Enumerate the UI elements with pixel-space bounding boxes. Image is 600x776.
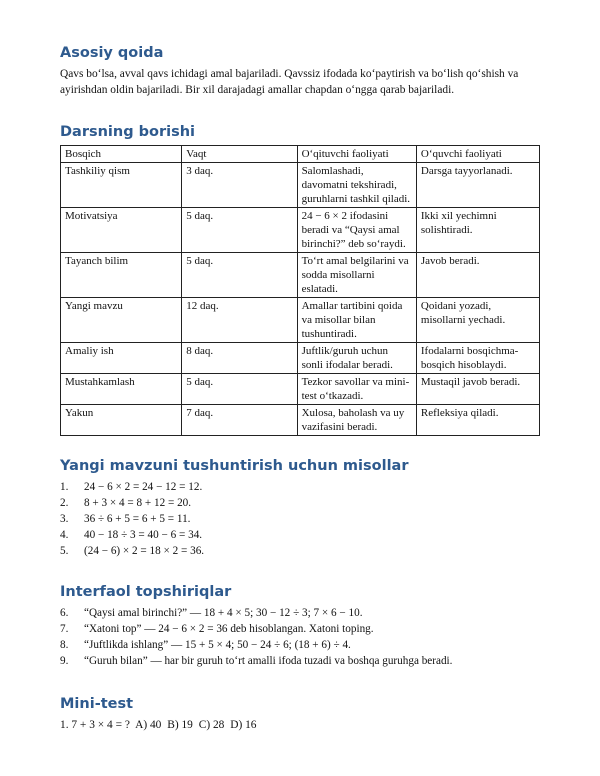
item-number: 3.: [60, 513, 69, 525]
item-text: (24 − 6) × 2 = 18 × 2 = 36.: [84, 545, 205, 557]
table-cell: 5 daq.: [182, 374, 297, 405]
rule-heading: Asosiy qoida: [60, 45, 164, 61]
table-row: [61, 343, 540, 374]
table-cell: Tayanch bilim: [61, 253, 182, 298]
table-cell: Yangi mavzu: [61, 298, 182, 343]
table-cell: Ikki xil yechimni solishtiradi.: [416, 208, 539, 253]
answer-option: B) 19: [167, 719, 193, 731]
minitest-heading: Mini-test: [60, 696, 134, 712]
item-number: 5.: [60, 545, 69, 557]
item-number: 8.: [60, 639, 69, 651]
answer-option: D) 16: [230, 719, 257, 731]
table-cell: Motivatsiya: [61, 208, 182, 253]
table-cell: Qoidani yozadi, misollarni yechadi.: [416, 298, 539, 343]
item-number: 9.: [60, 655, 69, 667]
examples-section: [60, 457, 540, 559]
item-number: 2.: [60, 497, 69, 509]
rule-text: Qavs bo‘lsa, avval qavs ichidagi amal bajariladi. Qavssiz ifodada ko‘paytirish va bo‘lish qo‘shish va ayirishdan oldin bajariladi. Bir xil darajadagi amallar chapdan o‘ngga qarab bajariladi.: [60, 68, 519, 96]
item-number: 4.: [60, 529, 69, 541]
lesson-heading: Darsning borishi: [60, 124, 196, 140]
list-item: [60, 605, 540, 621]
table-cell: 7 daq.: [182, 405, 297, 436]
tasks-section: [60, 583, 540, 669]
rule-section: [60, 44, 540, 98]
examples-list: [60, 479, 540, 559]
examples-heading: Yangi mavzuni tushuntirish uchun misollar: [60, 458, 409, 474]
table-cell: Yakun: [61, 405, 182, 436]
item-text: 24 − 6 × 2 = 24 − 12 = 12.: [84, 481, 203, 493]
table-row: [61, 405, 540, 436]
table-row: [61, 253, 540, 298]
table-row: [61, 208, 540, 253]
list-item: [60, 653, 540, 669]
table-cell: To‘rt amal belgilarini va sodda misollarni eslatadi.: [297, 253, 416, 298]
item-number: 1.: [60, 481, 69, 493]
table-cell: Amaliy ish: [61, 343, 182, 374]
table-cell: Juftlik/guruh uchun sonli ifodalar beradi.: [297, 343, 416, 374]
minitest-section: [60, 695, 540, 733]
item-text: “Qaysi amal birinchi?” — 18 + 4 × 5; 30 − 12 ÷ 3; 7 × 6 − 10.: [84, 607, 363, 619]
minitest-question: [60, 717, 540, 733]
item-text: “Juftlikda ishlang” — 15 + 5 × 4; 50 − 24 ÷ 6; (18 + 6) ÷ 4.: [84, 639, 351, 651]
table-cell: 3 daq.: [182, 163, 297, 208]
table-cell: Xulosa, baholash va uy vazifasini beradi.: [297, 405, 416, 436]
table-cell: Javob beradi.: [416, 253, 539, 298]
item-text: 36 ÷ 6 + 5 = 6 + 5 = 11.: [84, 513, 191, 525]
lesson-table: [60, 145, 540, 436]
item-text: 8 + 3 × 4 = 8 + 12 = 20.: [84, 497, 192, 509]
table-cell: Tashkiliy qism: [61, 163, 182, 208]
list-item: [60, 511, 540, 527]
answer-option: A) 40: [135, 719, 162, 731]
table-cell: 5 daq.: [182, 253, 297, 298]
item-text: 40 − 18 ÷ 3 = 40 − 6 = 34.: [84, 529, 203, 541]
table-cell: Salomlashadi, davomatni tekshiradi, guruhlarni tashkil qiladi.: [297, 163, 416, 208]
table-cell: 24 − 6 × 2 ifodasini beradi va “Qaysi amal birinchi?” deb so‘raydi.: [297, 208, 416, 253]
column-header-teacher: O‘qituvchi faoliyati: [297, 146, 416, 163]
table-cell: Mustahkamlash: [61, 374, 182, 405]
list-item: [60, 637, 540, 653]
answer-option: C) 28: [198, 719, 225, 731]
tasks-list: [60, 605, 540, 669]
table-cell: Darsga tayyorlanadi.: [416, 163, 539, 208]
item-number: 6.: [60, 607, 69, 619]
table-row: [61, 298, 540, 343]
list-item: [60, 495, 540, 511]
table-cell: 12 daq.: [182, 298, 297, 343]
table-cell: Mustaqil javob beradi.: [416, 374, 539, 405]
lesson-section: [60, 123, 540, 436]
column-header-stage: Bosqich: [61, 146, 182, 163]
list-item: [60, 621, 540, 637]
table-header-row: [61, 146, 540, 163]
question-text: 1. 7 + 3 × 4 = ?: [60, 719, 130, 731]
table-row: [61, 163, 540, 208]
table-cell: 5 daq.: [182, 208, 297, 253]
table-cell: Amallar tartibini qoida va misollar bilan tushuntiradi.: [297, 298, 416, 343]
item-number: 7.: [60, 623, 69, 635]
item-text: “Guruh bilan” — har bir guruh to‘rt amalli ifoda tuzadi va boshqa guruhga beradi.: [84, 655, 453, 667]
column-header-time: Vaqt: [182, 146, 297, 163]
table-cell: Ifodalarni bosqichma-bosqich hisoblaydi.: [416, 343, 539, 374]
tasks-heading: Interfaol topshiriqlar: [60, 584, 232, 600]
list-item: [60, 527, 540, 543]
list-item: [60, 543, 540, 559]
table-row: [61, 374, 540, 405]
table-cell: 8 daq.: [182, 343, 297, 374]
list-item: [60, 479, 540, 495]
table-cell: Tezkor savollar va mini-test o‘tkazadi.: [297, 374, 416, 405]
column-header-student: O‘quvchi faoliyati: [416, 146, 539, 163]
table-cell: Refleksiya qiladi.: [416, 405, 539, 436]
item-text: “Xatoni top” — 24 − 6 × 2 = 36 deb hisoblangan. Xatoni toping.: [84, 623, 374, 635]
